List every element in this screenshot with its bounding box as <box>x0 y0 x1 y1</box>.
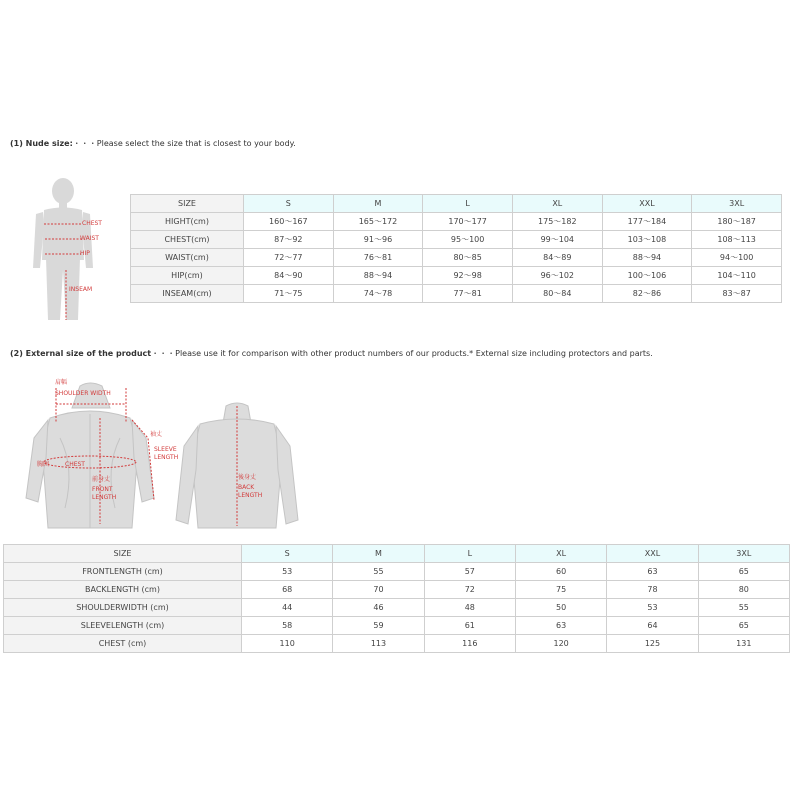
row-label: CHEST (cm) <box>4 635 242 653</box>
body-label-inseam: INSEAM <box>69 286 93 293</box>
header-cell: XXL <box>602 195 692 213</box>
header-cell: M <box>333 545 424 563</box>
table-cell: 165～172 <box>333 213 423 231</box>
table-cell: 83～87 <box>692 285 782 303</box>
jacket-front-figure <box>20 378 163 533</box>
row-label: WAIST(cm) <box>131 249 244 267</box>
table-cell: 88～94 <box>602 249 692 267</box>
table-cell: 60 <box>515 563 606 581</box>
table-cell: 110 <box>242 635 333 653</box>
jacket-label-chest-en: CHEST <box>65 461 85 468</box>
table-cell: 108～113 <box>692 231 782 249</box>
jacket-back-figure <box>172 400 302 533</box>
header-cell: L <box>423 195 513 213</box>
jacket-label-back-jp: 後身丈 <box>238 474 257 481</box>
row-label: SHOULDERWIDTH (cm) <box>4 599 242 617</box>
table-row <box>4 581 790 599</box>
table-cell: 84～89 <box>512 249 602 267</box>
row-label: SLEEVELENGTH (cm) <box>4 617 242 635</box>
jacket-label-sleeve-jp: 袖丈 <box>150 431 163 438</box>
table-header-row <box>4 545 790 563</box>
table-cell: 88～94 <box>333 267 423 285</box>
body-label-hip: HIP <box>80 250 90 257</box>
table-cell: 99～104 <box>512 231 602 249</box>
header-cell: XL <box>512 195 602 213</box>
header-cell: L <box>424 545 515 563</box>
table-cell: 80～85 <box>423 249 513 267</box>
table-cell: 82～86 <box>602 285 692 303</box>
table-cell: 113 <box>333 635 424 653</box>
table-cell: 55 <box>698 599 789 617</box>
table-cell: 175～182 <box>512 213 602 231</box>
header-cell: SIZE <box>4 545 242 563</box>
body-figure <box>30 172 100 322</box>
table-cell: 131 <box>698 635 789 653</box>
table-cell: 74～78 <box>333 285 423 303</box>
table-cell: 71～75 <box>244 285 334 303</box>
table-cell: 53 <box>242 563 333 581</box>
jacket-label-back-en-1: BACK <box>238 484 255 491</box>
table-cell: 78 <box>607 581 698 599</box>
table-cell: 116 <box>424 635 515 653</box>
table-cell: 50 <box>515 599 606 617</box>
table-cell: 59 <box>333 617 424 635</box>
table-cell: 53 <box>607 599 698 617</box>
table-row <box>4 617 790 635</box>
table-cell: 57 <box>424 563 515 581</box>
jacket-label-back-en-2: LENGTH <box>238 492 263 499</box>
table-row <box>131 249 782 267</box>
body-label-chest: CHEST <box>82 220 102 227</box>
table-cell: 48 <box>424 599 515 617</box>
table-row <box>131 231 782 249</box>
section1-heading-text: ・・・Please select the size that is closest to your body. <box>72 139 296 148</box>
table-row <box>4 635 790 653</box>
table-cell: 103～108 <box>602 231 692 249</box>
header-cell: S <box>242 545 333 563</box>
section2-heading <box>10 348 653 359</box>
header-cell: XXL <box>607 545 698 563</box>
table-cell: 84～90 <box>244 267 334 285</box>
header-cell: XL <box>515 545 606 563</box>
jacket-label-front-en-2: LENGTH <box>92 494 117 501</box>
table-row <box>4 599 790 617</box>
table-row <box>4 563 790 581</box>
table-cell: 72～77 <box>244 249 334 267</box>
table-cell: 95～100 <box>423 231 513 249</box>
table-cell: 92～98 <box>423 267 513 285</box>
jacket-label-shoulder-jp: 肩幅 <box>55 379 68 386</box>
jacket-label-front-en-1: FRONT <box>92 486 113 493</box>
table-cell: 46 <box>333 599 424 617</box>
table-cell: 77～81 <box>423 285 513 303</box>
table-cell: 58 <box>242 617 333 635</box>
external-size-table <box>3 544 790 653</box>
table-cell: 177～184 <box>602 213 692 231</box>
body-label-waist: WAIST <box>80 235 99 242</box>
section1-heading <box>10 138 296 149</box>
table-cell: 55 <box>333 563 424 581</box>
section2-heading-text: ・・・Please use it for comparison with other product numbers of our products.* External size including protectors and parts. <box>151 349 653 358</box>
row-label: INSEAM(cm) <box>131 285 244 303</box>
table-cell: 75 <box>515 581 606 599</box>
table-cell: 76～81 <box>333 249 423 267</box>
table-row <box>131 267 782 285</box>
table-header-row <box>131 195 782 213</box>
table-cell: 63 <box>515 617 606 635</box>
table-cell: 61 <box>424 617 515 635</box>
row-label: CHEST(cm) <box>131 231 244 249</box>
row-label: HIGHT(cm) <box>131 213 244 231</box>
table-cell: 44 <box>242 599 333 617</box>
table-cell: 65 <box>698 617 789 635</box>
jacket-label-sleeve-en-1: SLEEVE <box>154 446 177 453</box>
section2-heading-bold: (2) External size of the product <box>10 349 152 358</box>
header-cell: S <box>244 195 334 213</box>
table-cell: 94～100 <box>692 249 782 267</box>
table-cell: 65 <box>698 563 789 581</box>
table-cell: 68 <box>242 581 333 599</box>
section1-heading-bold: (1) Nude size: <box>10 139 73 148</box>
table-cell: 120 <box>515 635 606 653</box>
table-cell: 125 <box>607 635 698 653</box>
table-cell: 180～187 <box>692 213 782 231</box>
header-cell: 3XL <box>698 545 789 563</box>
table-cell: 63 <box>607 563 698 581</box>
jacket-label-front-jp: 前身丈 <box>92 476 111 483</box>
table-cell: 170～177 <box>423 213 513 231</box>
header-cell: SIZE <box>131 195 244 213</box>
table-row <box>131 213 782 231</box>
jacket-label-sleeve-en-2: LENGTH <box>154 454 179 461</box>
table-cell: 104～110 <box>692 267 782 285</box>
header-cell: M <box>333 195 423 213</box>
table-cell: 87～92 <box>244 231 334 249</box>
table-cell: 80 <box>698 581 789 599</box>
table-row <box>131 285 782 303</box>
row-label: FRONTLENGTH (cm) <box>4 563 242 581</box>
row-label: BACKLENGTH (cm) <box>4 581 242 599</box>
jacket-label-shoulder-en: SHOULDER WIDTH <box>55 390 111 397</box>
table-cell: 91～96 <box>333 231 423 249</box>
table-cell: 160～167 <box>244 213 334 231</box>
table-cell: 64 <box>607 617 698 635</box>
table-cell: 80～84 <box>512 285 602 303</box>
nude-size-table <box>130 194 782 303</box>
table-cell: 72 <box>424 581 515 599</box>
table-cell: 70 <box>333 581 424 599</box>
header-cell: 3XL <box>692 195 782 213</box>
table-cell: 96～102 <box>512 267 602 285</box>
table-cell: 100～106 <box>602 267 692 285</box>
row-label: HIP(cm) <box>131 267 244 285</box>
jacket-label-chest-jp: 胸囲 <box>37 461 50 468</box>
